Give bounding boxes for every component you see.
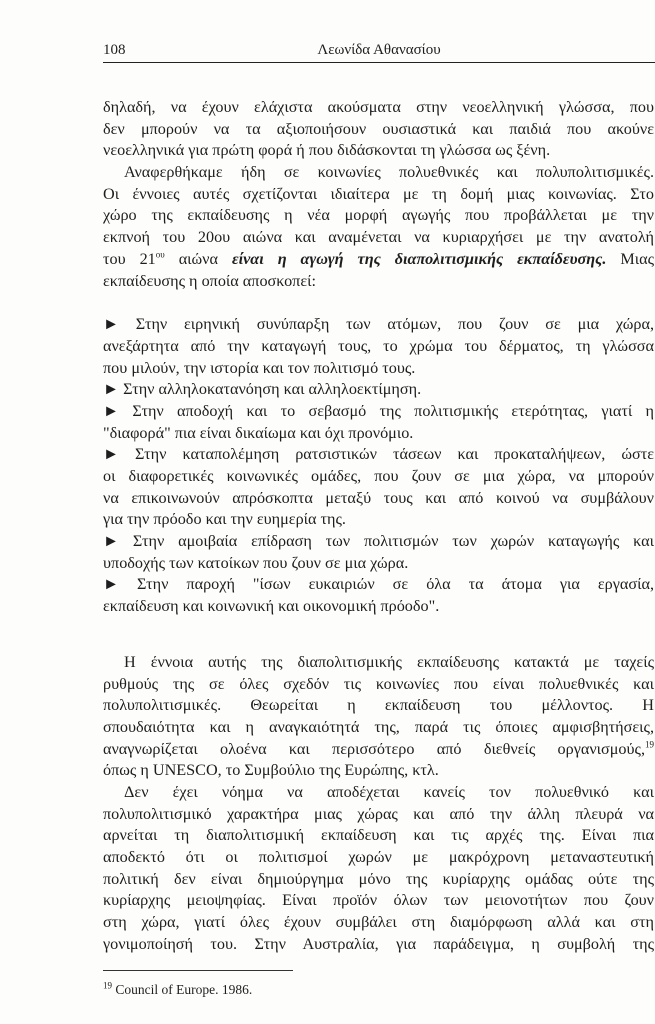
- text-line: Η έννοια αυτής της διαπολιτισμικής εκπαίδευσης κατακτά με ταχείς: [124, 652, 654, 671]
- text-segment: του 21: [103, 249, 156, 268]
- paragraph: [103, 782, 654, 956]
- text-line: Δεν έχει νόημα να αποδέχεται κανείς τον πολυεθνικό και: [124, 782, 654, 801]
- paragraph: [103, 97, 654, 162]
- text-line: χώρο της εκπαίδευσης η νέα μορφή αγωγής που προβάλλεται με την: [103, 206, 654, 225]
- text-line: [103, 739, 654, 761]
- footnote-number: 19: [103, 980, 112, 991]
- bullet-list: [103, 314, 654, 618]
- paragraph-gap: [103, 618, 654, 652]
- text-line: ► Στην αμοιβαία επίδραση των πολιτισμών των χωρών καταγωγής και: [103, 532, 654, 551]
- text-line: Αναφερθήκαμε ήδη σε κοινωνίες πολυεθνικές και πολυπολιτισμικές.: [124, 163, 654, 182]
- paragraph: [103, 162, 654, 292]
- footnote: [103, 982, 252, 998]
- text-line: "διαφορά" πια είναι δικαίωμα και όχι προνόμιο.: [103, 423, 414, 442]
- text-line: αποδεκτό ότι οι πολιτισμοί χωρών με μακρόχρονη μεταναστευτική: [103, 848, 654, 866]
- paragraph-gap: [103, 292, 654, 314]
- footnote-text: Council of Europe. 1986.: [115, 982, 253, 997]
- text-line: δεν μπορούν να τα αξιοποιήσουν ουσιαστικά και παιδιά που ακούνε: [103, 119, 654, 138]
- superscript: 19: [645, 739, 654, 750]
- footnote-divider: [103, 970, 293, 971]
- text-line: εκπαίδευση και κοινωνική και οικονομική πρόοδο".: [103, 597, 440, 616]
- text-segment: αιώνα: [164, 249, 232, 268]
- text-line: οι διαφορετικές κοινωνικές ομάδες, που ζουν σε μια χώρα, να μπορούν: [103, 467, 654, 485]
- text-line: [103, 249, 654, 271]
- text-line: στη χώρα, γιατί όλες έχουν συμβάλει στη διαμόρφωση αλλά και στη: [103, 913, 654, 932]
- text-line: πολιτική δεν είναι δημιούργημα μόνο της κυρίαρχης ομάδας ούτε της: [103, 869, 654, 888]
- text-line: πολυπολιτισμικές. Θεωρείται η εκπαίδευση του μέλλοντος. Η: [103, 696, 654, 715]
- text-line: ρυθμούς της σε όλες σχεδόν τις κοινωνίες που είναι πολυεθνικές και: [103, 674, 654, 693]
- text-line: πολυπολιτισμικό χαρακτήρα μιας χώρας και από την άλλη πλευρά να: [103, 804, 654, 823]
- running-title: Λεωνίδα Αθανασίου: [317, 42, 441, 58]
- text-line: γονιμοποίησή του. Στην Αυστραλία, για παράδειγμα, η συμβολή της: [103, 934, 654, 953]
- text-line: υποδοχής των κατοίκων που ζουν σε μια χώρα.: [103, 553, 409, 572]
- paragraph: [103, 652, 654, 782]
- page-number: 108: [103, 42, 126, 58]
- text-line: νεοελληνικά για πρώτη φορά ή που διδάσκονται τη γλώσσα ως ξένη.: [103, 141, 551, 160]
- text-line: εκπαίδευσης η οποία αποσκοπεί:: [103, 271, 316, 290]
- text-line: ► Στην παροχή "ίσων ευκαιριών σε όλα τα άτομα για εργασία,: [103, 575, 654, 594]
- emphasis-text: είναι η αγωγή της διαπολιτισμικής εκπαίδευσης.: [231, 249, 607, 268]
- page-body: [103, 97, 654, 955]
- text-line: αρνείται τη διαπολιτισμική εκπαίδευση και τις αρχές της. Είναι πια: [103, 826, 654, 845]
- text-line: ανεξάρτητα από την καταγωγή τους, το χρώμα του δέρματος, τη γλώσσα: [103, 336, 654, 355]
- text-line: ► Στην καταπολέμηση ρατσιστικών τάσεων και προκαταλήψεων, ώστε: [103, 445, 654, 464]
- text-segment: Μιας: [606, 249, 654, 268]
- text-line: ► Στην ειρηνική συνύπαρξη των ατόμων, που ζουν σε μια χώρα,: [103, 315, 654, 334]
- text-line: να επικοινωνούν απρόσκοπτα μεταξύ τους και από κοινού να συμβάλουν: [103, 488, 654, 507]
- text-line: δηλαδή, να έχουν ελάχιστα ακούσματα στην νεοελληνική γλώσσα, που: [103, 98, 654, 116]
- text-line: κυρίαρχης μειοψηφίας. Είναι προϊόν όλων των μειονοτήτων που ζουν: [103, 891, 654, 910]
- text-line: που μιλούν, την ιστορία και τον πολιτισμό τους.: [103, 358, 416, 377]
- superscript: ου: [155, 249, 165, 260]
- running-header: [103, 38, 655, 63]
- text-line: Οι έννοιες αυτές σχετίζονται ιδιαίτερα με τη δομή μιας κοινωνίας. Στο: [103, 184, 654, 203]
- text-line: ► Στην αποδοχή και το σεβασμό της πολιτισμικής ετερότητας, γιατί η: [103, 401, 654, 420]
- text-line: για την πρόοδο και την ευημερία της.: [103, 510, 346, 529]
- text-line: όπως η UNESCO, το Συμβούλιο της Ευρώπης, κτλ.: [103, 761, 439, 780]
- text-line: ► Στην αλληλοκατανόηση και αλληλοεκτίμηση.: [103, 380, 422, 399]
- text-line: σπουδαιότητα και η αναγκαιότητά της, παρά τις όποιες αμφισβητήσεις,: [103, 717, 654, 736]
- text-line: εκπνοή του 20ου αιώνα και αναμένεται να κυριαρχήσει με την ανατολή: [103, 228, 654, 247]
- text-segment: αναγνωρίζεται ολοένα και περισσότερο από διεθνείς οργανισμούς,: [103, 739, 645, 758]
